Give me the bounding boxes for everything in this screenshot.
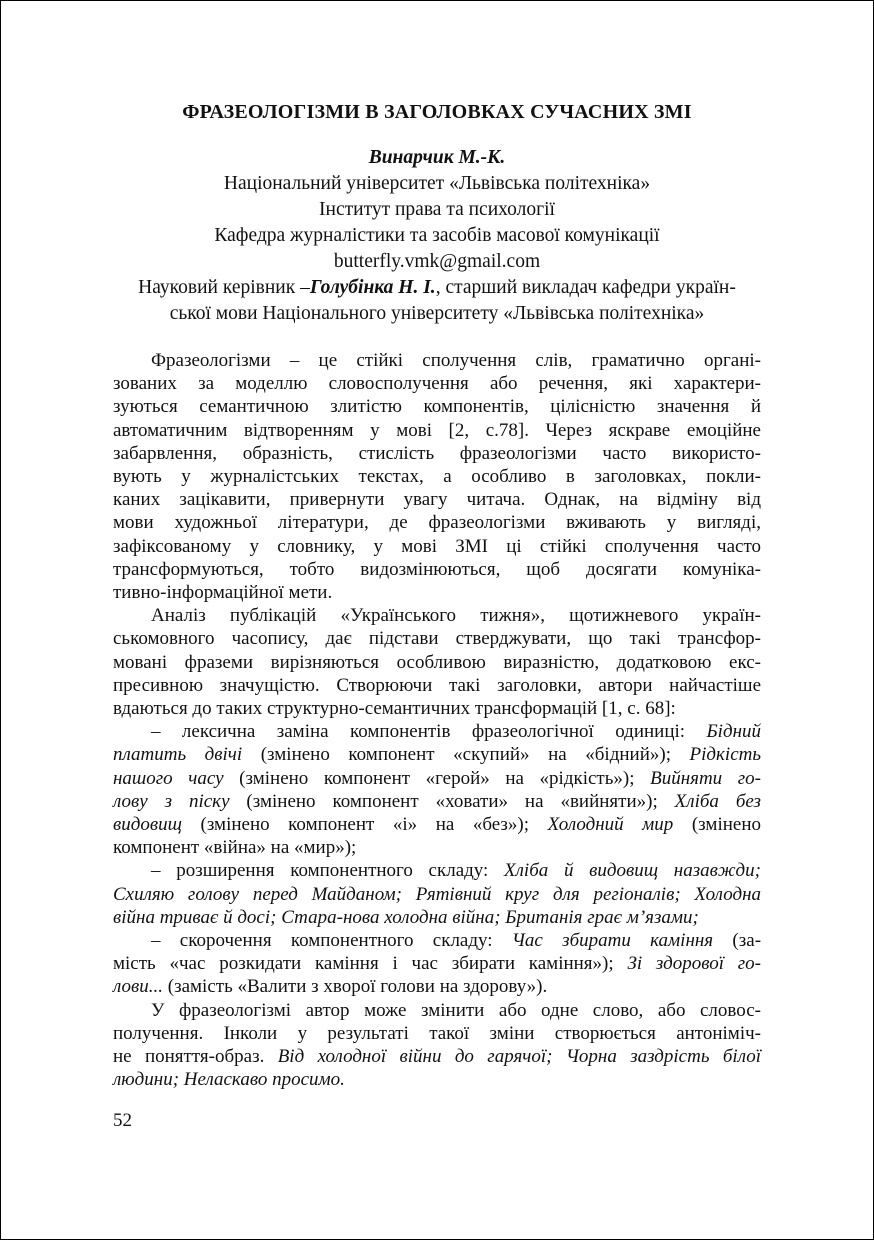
body-line (113, 883, 761, 906)
text-segment: видовищ (113, 814, 182, 836)
text-segment: лови... (113, 976, 164, 998)
text-segment: забарвлення, образність, стислість фразеологізми часто використо- (113, 442, 761, 464)
paragraph (113, 929, 761, 999)
text-segment: Фразеологізми – це стійкі сполучення слів, граматично органі- (151, 350, 761, 371)
paper-title: ФРАЗЕОЛОГІЗМИ В ЗАГОЛОВКАХ СУЧАСНИХ ЗМІ (182, 101, 692, 123)
supervisor-line: ської мови Національного університету «Львівська політехніка» (169, 303, 705, 324)
text-segment: ськомовного часопису, дає підстави стверджувати, що такі трансфор- (113, 628, 761, 650)
body-line (113, 767, 761, 790)
body-line (113, 511, 761, 534)
body-line (113, 372, 761, 395)
text-segment: – лексична заміна компонентів фразеологічної одиниці: (151, 721, 707, 743)
body-text (113, 349, 761, 1092)
text-segment: мовані фраземи вирізняються особливою виразністю, додатковою екс- (113, 651, 761, 673)
text-segment: платить двічі (113, 744, 243, 766)
body-line (113, 1045, 761, 1068)
page-number: 52 (113, 1109, 132, 1131)
header-block (113, 145, 761, 327)
text-segment: Бідний (706, 721, 761, 743)
text-segment: Схиляю голову перед Майданом; Рятівний круг для регіоналів; Холодна (113, 883, 761, 905)
text-segment: (змінено компонент «скупий» на «бідний»); (242, 744, 690, 766)
text-segment: зафіксованому у словнику, у мові ЗМІ ці стійкі сполучення часто (113, 535, 761, 557)
text-segment: пресивною значущістю. Створюючи такі заголовки, автори найчастіше (113, 674, 761, 696)
body-line (113, 419, 761, 442)
text-segment: трансформуються, тобто видозмінюються, щоб досягати комуніка- (113, 558, 761, 580)
body-line (113, 743, 761, 766)
text-segment: вують у журналістських текстах, а особливо в заголовках, покли- (113, 466, 761, 488)
text-segment: каних зацікавити, привернути увагу читача. Однак, на відміну від (113, 489, 761, 511)
body-line (113, 627, 761, 650)
body-line (113, 975, 761, 998)
body-line (113, 558, 761, 581)
affiliation-line: Кафедра журналістики та засобів масової комунікації (214, 225, 660, 246)
text-segment: Вийняти го- (650, 767, 762, 789)
text-segment: мови художньої літератури, де фразеологізми вживають у вигляді, (113, 512, 761, 534)
body-line (113, 790, 761, 813)
content (113, 99, 761, 1132)
text-segment: – розширення компонентного складу: (151, 860, 505, 882)
author-name: Винарчик М.-К. (368, 147, 506, 168)
text-segment: (за- (713, 930, 762, 952)
body-line (113, 836, 761, 859)
body-line (113, 604, 761, 627)
text-segment: Голубінка Н. І. (309, 277, 436, 298)
supervisor-line (113, 275, 761, 301)
body-line (113, 442, 761, 465)
affiliation-line: Національний університет «Львівська політехніка» (223, 173, 651, 194)
text-segment: тивно-інформаційної мети. (113, 582, 333, 604)
text-segment: вдаються до таких структурно-семантичних трансформацій [1, с. 68]: (113, 698, 676, 720)
body-line (113, 813, 761, 836)
text-segment: (змінено компонент «герой» на «рідкість»); (223, 767, 651, 789)
text-segment: Аналіз публікацій «Українського тижня», щотижневого україн- (151, 605, 761, 627)
text-segment: Зі здорової го- (627, 953, 761, 975)
body-line (113, 697, 761, 720)
text-segment: компонент «війна» на «мир»); (113, 837, 357, 859)
text-segment: Науковий керівник – (138, 277, 310, 298)
text-segment: зованих за моделлю словосполучення або речення, які характери- (113, 373, 761, 395)
text-segment: війна триває й досі; Стара-нова холодна війна; Британія грає м’язами; (113, 906, 699, 928)
body-line (113, 859, 761, 882)
text-segment: Холодний мир (547, 814, 674, 836)
text-segment: не поняття-образ. (113, 1046, 278, 1068)
body-line (113, 535, 761, 558)
text-segment: Хліба без (674, 790, 761, 812)
body-line (113, 349, 761, 372)
paragraph (113, 604, 761, 720)
text-segment: Час збирати каміння (511, 930, 714, 952)
body-line (113, 488, 761, 511)
text-segment: , старший викладач кафедри україн- (435, 277, 736, 298)
paragraph (113, 999, 761, 1092)
body-line (113, 906, 761, 929)
body-line (113, 952, 761, 975)
text-segment: мість «час розкидати каміння і час збирати каміння»); (113, 953, 628, 975)
body-line (113, 1022, 761, 1045)
body-line (113, 581, 761, 604)
text-segment: зуються семантичною злитістю компонентів, цілісністю значення й (113, 396, 761, 418)
text-segment: Хліба й видовищ назавжди; (504, 860, 761, 882)
text-segment: получення. Інколи у результаті такої зміни створюється антоніміч- (113, 1022, 761, 1044)
paragraph (113, 349, 761, 604)
email: butterfly.vmk@gmail.com (333, 251, 541, 272)
text-segment: – скорочення компонентного складу: (151, 930, 512, 952)
text-segment: (замість «Валити з хворої голови на здорову»). (163, 976, 548, 998)
body-line (113, 651, 761, 674)
text-segment: лову з піску (113, 790, 230, 812)
body-line (113, 1068, 761, 1091)
text-segment: Рідкість (689, 744, 761, 766)
text-segment: нашого часу (113, 767, 224, 789)
paragraph (113, 720, 761, 859)
text-segment: автоматичним відтворенням у мові [2, с.78]. Через яскраве емоційне (113, 419, 761, 441)
text-segment: (змінено компонент «і» на «без»); (181, 814, 548, 836)
affiliation-line: Інститут права та психології (319, 199, 555, 220)
text-segment: У фразеологізмі автор може змінити або одне слово, або словос- (151, 999, 761, 1021)
body-line (113, 929, 761, 952)
body-line (113, 720, 761, 743)
text-segment: (змінено компонент «ховати» на «вийняти»); (229, 790, 675, 812)
paragraph (113, 859, 761, 929)
body-line (113, 999, 761, 1022)
text-segment: (змінено (673, 814, 761, 836)
text-segment: Від холодної війни до гарячої; Чорна заздрість білої (277, 1046, 761, 1068)
body-line (113, 395, 761, 418)
body-line (113, 674, 761, 697)
body-line (113, 465, 761, 488)
text-segment: людини; Неласкаво просимо. (113, 1069, 345, 1091)
